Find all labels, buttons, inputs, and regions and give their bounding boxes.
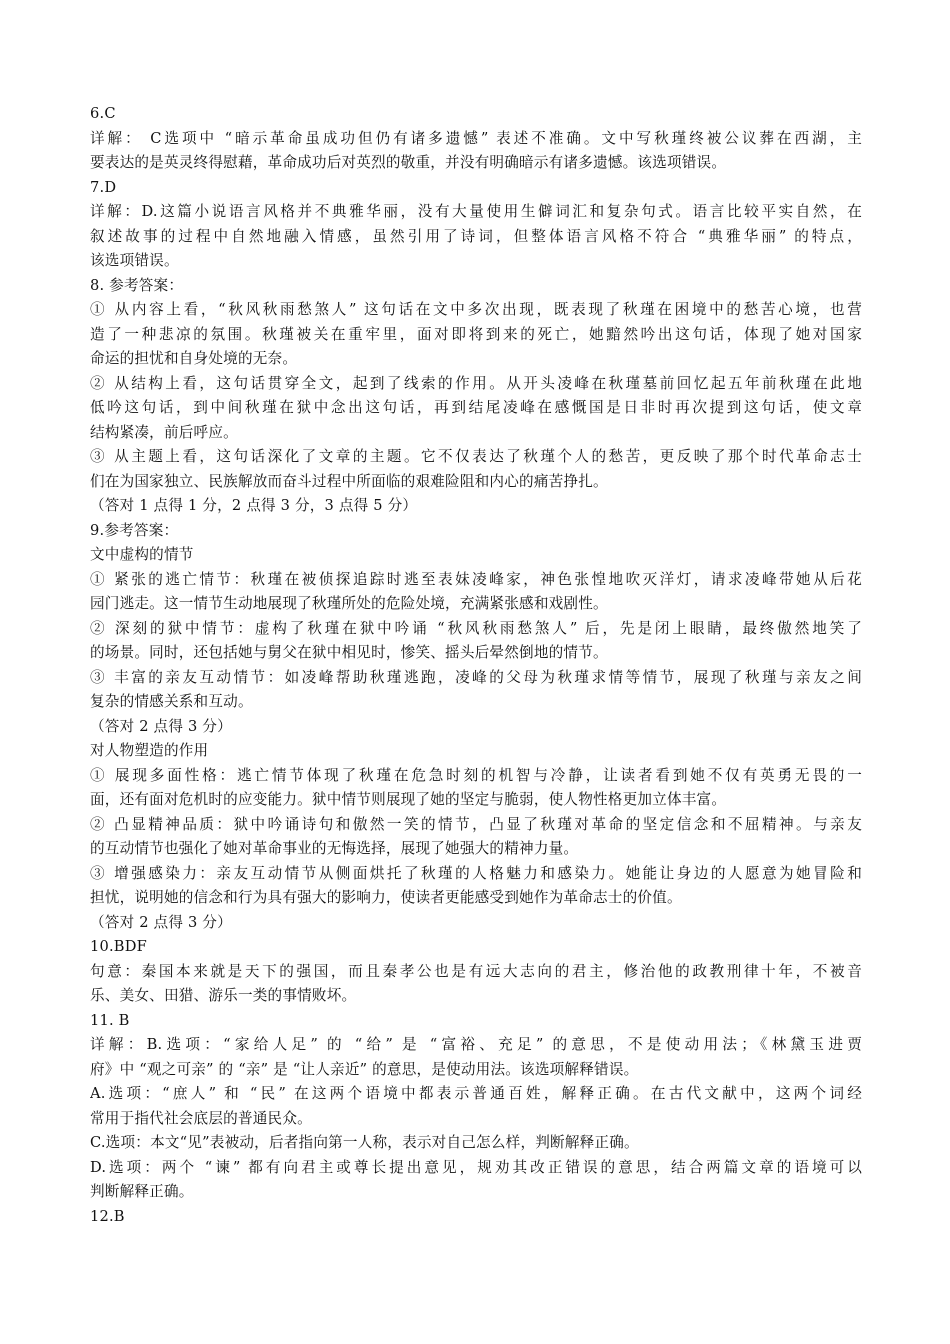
text-line: 11. B: [90, 1011, 130, 1029]
text-line: 该选项错误。: [90, 252, 179, 269]
text-line: A.选项：“庶人” 和 “民” 在这两个语境中都表示普通百姓，解释正确。在古代文献中，这两个词经: [90, 1085, 862, 1102]
text-line: ③ 从主题上看，这句话深化了文章的主题。它不仅表达了秋瑾个人的愁苦，更反映了那个时代革命志士: [90, 448, 862, 465]
text-line: C.选项：本文“见”表被动，后者指向第一人称，表示对自己怎么样，判断解释正确。: [90, 1134, 639, 1151]
text-line: ② 凸显精神品质：狱中吟诵诗句和傲然一笑的情节，凸显了秋瑾对革命的坚定信念和不屈精神。与亲友: [90, 815, 862, 833]
text-line: 面，还有面对危机时的应变能力。狱中情节则展现了她的坚定与脆弱，使人物性格更加立体丰富。: [90, 791, 727, 808]
text-line: 12.B: [90, 1207, 125, 1225]
text-line: 对人物塑造的作用: [90, 742, 209, 759]
text-line: ③ 增强感染力：亲友互动情节从侧面烘托了秋瑾的人格魅力和感染力。她能让身边的人愿意为她冒险和: [90, 864, 862, 882]
text-line: 结构紧凑，前后呼应。: [90, 423, 238, 441]
text-line: 10.BDF: [90, 938, 147, 955]
text-line: 担忧，说明她的信念和行为具有强大的影响力，使读者更能感受到她作为革命志士的价值。: [90, 889, 682, 906]
text-line: 要表达的是英灵终得慰藉，革命成功后对英烈的敬重，并没有明确暗示有诸多遗憾。该选项错误。: [90, 154, 727, 171]
text-line: 们在为国家独立、民族解放而奋斗过程中所面临的艰难险阻和内心的痛苦挣扎。: [90, 472, 608, 490]
text-line: 府》中 “观之可亲” 的 “亲” 是 “让人亲近” 的意思，是使动用法。该选项解释错误。: [90, 1060, 639, 1078]
text-line: 6.C: [90, 105, 116, 122]
text-line: ① 从内容上看，“秋风秋雨愁煞人” 这句话在文中多次出现，既表现了秋瑾在困境中的愁苦心境，也营: [90, 301, 862, 318]
text-line: ② 从结构上看，这句话贯穿全文，起到了线索的作用。从开头凌峰在秋瑾墓前回忆起五年前秋瑾在此地: [90, 374, 862, 392]
text-line: 8. 参考答案：: [90, 276, 184, 294]
text-line: 复杂的情感关系和互动。: [90, 693, 253, 710]
text-line: 低吟这句话，到中间秋瑾在狱中念出这句话，再到结尾凌峰在感慨国是日非时再次提到这句话，使文章: [90, 399, 862, 416]
text-line: 的互动情节也强化了她对革命事业的无悔选择，展现了她强大的精神力量。: [90, 840, 579, 857]
text-line: 常用于指代社会底层的普通民众。: [90, 1109, 312, 1127]
text-line: 的场景。同时，还包括她与舅父在狱中相见时，惨笑、摇头后晕然倒地的情节。: [90, 644, 608, 661]
text-line: 9.参考答案：: [90, 521, 179, 539]
text-line: ① 紧张的逃亡情节：秋瑾在被侦探追踪时逃至表妹凌峰家，神色张惶地吹灭洋灯，请求凌峰带她从后花: [90, 570, 862, 588]
text-line: 文中虚构的情节: [90, 546, 194, 563]
text-line: ② 深刻的狱中情节：虚构了秋瑾在狱中吟诵 “秋风秋雨愁煞人” 后，先是闭上眼睛，最终傲然地笑了: [90, 619, 862, 637]
text-line: （答对 2 点得 3 分）: [90, 717, 232, 735]
text-line: D.选项：两个 “谏” 都有向君主或尊长提出意见，规劝其改正错误的意思，结合两篇文章的语境可以: [90, 1158, 862, 1176]
text-line: 详解：B.选项：“家给人足” 的 “给” 是 “富裕、充足” 的意思，不是使动用法；《林黛玉进贾: [90, 1036, 862, 1053]
text-line: 造了一种悲凉的氛围。秋瑾被关在重牢里，面对即将到来的死亡，她黯然吟出这句话，体现了她对国家: [90, 325, 862, 343]
text-line: 园门逃走。这一情节生动地展现了秋瑾所处的危险处境，充满紧张感和戏剧性。: [90, 595, 608, 612]
text-line: 命运的担忧和自身处境的无奈。: [90, 350, 298, 367]
text-line: 乐、美女、田猎、游乐一类的事情败坏。: [90, 987, 357, 1004]
text-line: （答对 1 点得 1 分，2 点得 3 分，3 点得 5 分）: [90, 497, 418, 514]
text-line: 7.D: [90, 178, 117, 196]
text-line: 判断解释正确。: [90, 1183, 194, 1200]
text-line: 详解：D.这篇小说语言风格并不典雅华丽，没有大量使用生僻词汇和复杂句式。语言比较平实自然，在: [90, 203, 862, 220]
text-line: ① 展现多面性格：逃亡情节体现了秋瑾在危急时刻的机智与冷静，让读者看到她不仅有英勇无畏的一: [90, 766, 862, 784]
text-line: ③ 丰富的亲友互动情节：如凌峰帮助秋瑾逃跑，凌峰的父母为秋瑾求情等情节，展现了秋瑾与亲友之间: [90, 668, 862, 686]
text-line: 叙述故事的过程中自然地融入情感，虽然引用了诗词，但整体语言风格不符合 “典雅华丽” 的特点，: [90, 227, 862, 245]
text-line: 句意：秦国本来就是天下的强国，而且秦孝公也是有远大志向的君主，修治他的政教刑律十年，不被音: [90, 962, 862, 980]
text-line: 详解： C选项中 “暗示革命虽成功但仍有诸多遗憾” 表述不准确。文中写秋瑾终被公议葬在西湖，主: [90, 129, 862, 147]
text-line: （答对 2 点得 3 分）: [90, 913, 232, 931]
answer-key-page: [90, 102, 862, 1229]
